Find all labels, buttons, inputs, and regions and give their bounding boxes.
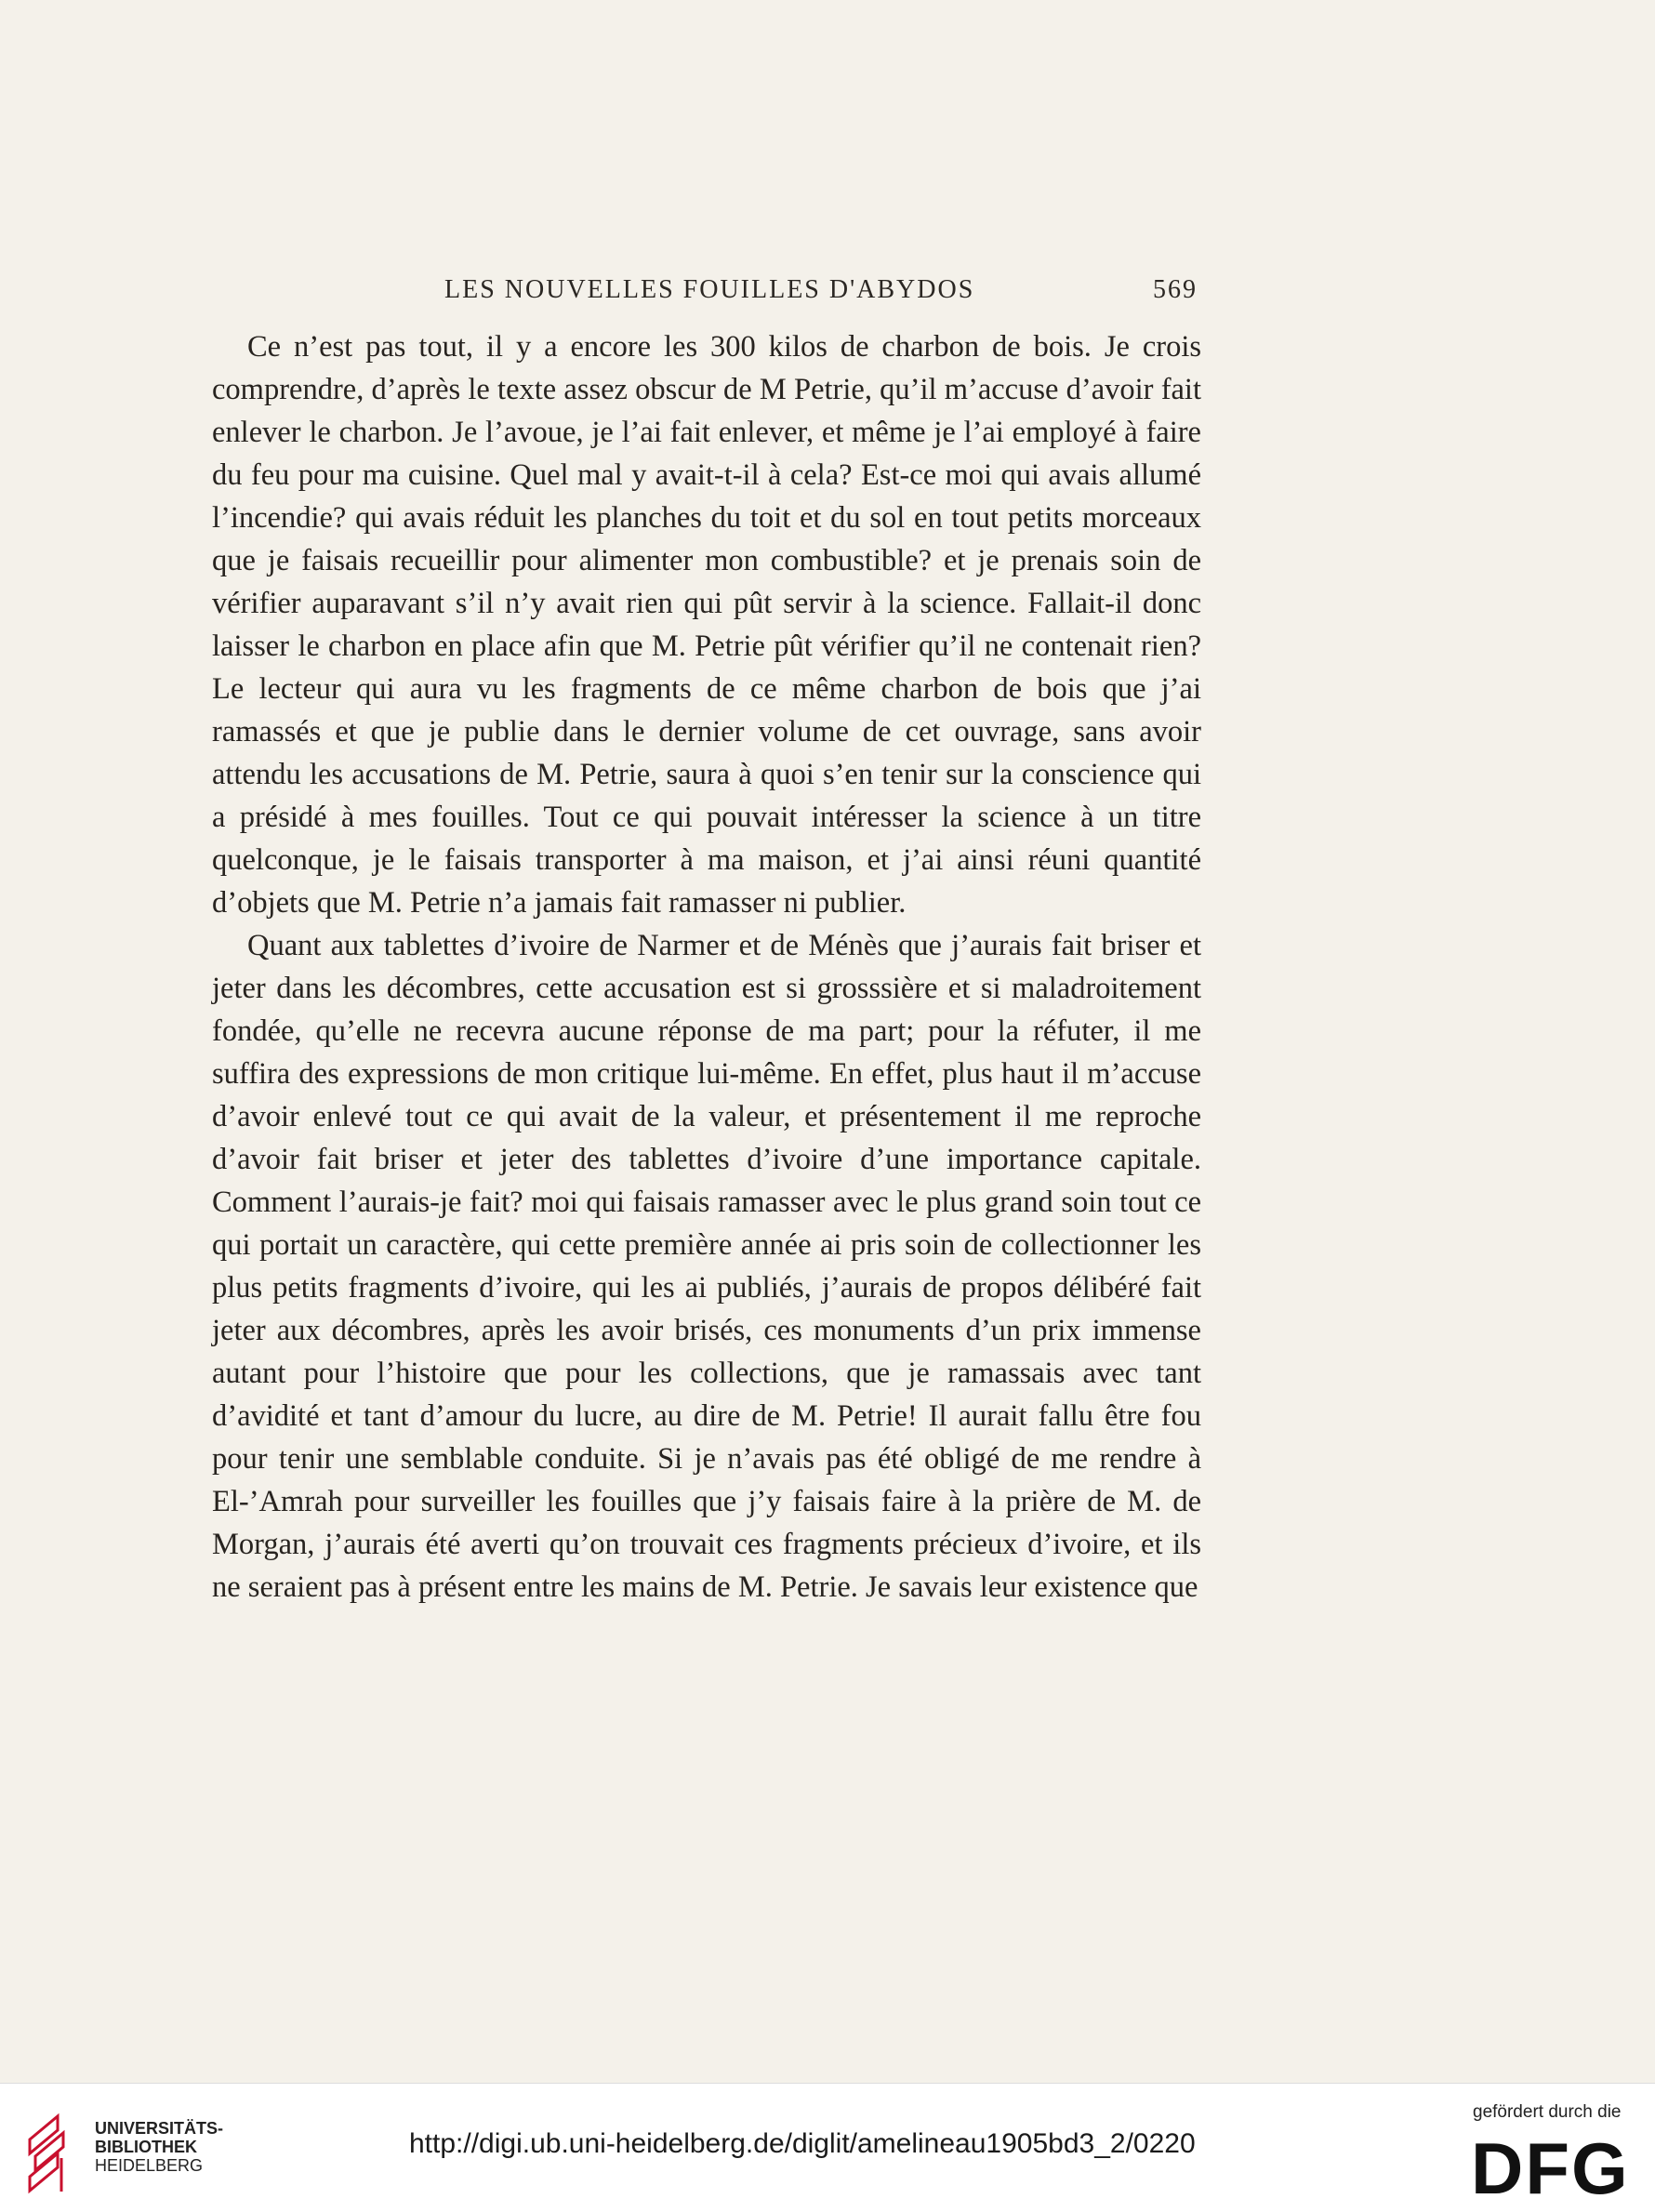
university-library-logo-icon bbox=[20, 2112, 102, 2195]
paragraph: Quant aux tablettes d’ivoire de Narmer et de Ménès que j’aurais fait briser et jeter dans les décombres, cette accusation est si grosssière et si maladroitement fondée, qu’elle ne recevra aucune réponse de ma part; pour la réfuter, il me suffira des expressions de mon critique lui-même. En effet, plus haut il m’accuse d’avoir enlevé tout ce qui avait de la valeur, et présentement il me reproche d’avoir fait briser et jeter des tablettes d’ivoire d’une importance capitale. Comment l’aurais-je fait? moi qui faisais ramasser avec le plus grand soin tout ce qui portait un caractère, qui cette première année ai pris soin de collectionner les plus petits fragments d’ivoire, qui les ai publiés, j’aurais de propos délibéré fait jeter aux décombres, après les avoir brisés, ces monuments d’un prix immense autant pour l’histoire que pour les collections, que je ramassais avec tant d’avidité et tant d’amour du lucre, au dire de M. Petrie! Il aurait fallu être fou pour tenir une semblable conduite. Si je n’avais pas été obligé de me rendre à El-’Amrah pour surveiller les fouilles que j’y faisais faire à la prière de M. de Morgan, j’aurais été averti qu’on trouvait ces fragments précieux d’ivoire, et ils ne seraient pas à présent entre les mains de M. Petrie. Je savais leur existence que bbox=[212, 929, 1201, 1604]
paragraph: Ce n’est pas tout, il y a encore les 300 kilos de charbon de bois. Je crois comprendre, d’après le texte assez obscur de M Petrie, qu’il m’accuse d’avoir fait enlever le charbon. Je l’avoue, je l’ai fait enlever, et même je l’ai employé à faire du feu pour ma cuisine. Quel mal y avait-t-il à cela? Est-ce moi qui avais allumé l’incendie? qui avais réduit les planches du toit et du sol en tout petits morceaux que je faisais recueillir pour alimenter mon combustible? et je prenais soin de vérifier auparavant s’il n’y avait rien qui pût servir à la science. Fallait-il donc laisser le charbon en place afin que M. Petrie pût vérifier qu’il ne contenait rien? Le lecteur qui aura vu les fragments de ce même charbon de bois que j’ai ramassés et que je publie dans le dernier volume de cet ouvrage, sans avoir attendu les accusations de M. Petrie, saura à quoi s’en tenir sur la conscience qui a présidé à mes fouilles. Tout ce qui pouvait intéresser la science à un titre quelconque, je le faisais transporter à ma maison, et j’ai ainsi réuni quantité d’objets que M. Petrie n’a jamais fait ramasser ni publier. bbox=[212, 330, 1201, 920]
running-title: LES NOUVELLES FOUILLES D'ABYDOS bbox=[444, 275, 975, 304]
body-text bbox=[212, 325, 1201, 1609]
running-head bbox=[212, 275, 1198, 312]
funding-caption: gefördert durch die bbox=[1473, 2102, 1622, 2122]
library-name-line: UNIVERSITÄTS- bbox=[95, 2119, 224, 2138]
library-name-line: HEIDELBERG bbox=[95, 2156, 204, 2175]
footer-bar bbox=[0, 2083, 1655, 2212]
library-name bbox=[95, 2119, 223, 2175]
permalink-url[interactable]: http://digi.ub.uni-heidelberg.de/diglit/amelineau1905bd3_2/0220 bbox=[409, 2128, 1196, 2159]
dfg-logo-icon bbox=[1471, 2134, 1635, 2201]
library-name-line: BIBLIOTHEK bbox=[95, 2138, 197, 2156]
dfg-logo-text: DFG bbox=[1471, 2134, 1630, 2201]
page-number: 569 bbox=[1153, 275, 1198, 304]
